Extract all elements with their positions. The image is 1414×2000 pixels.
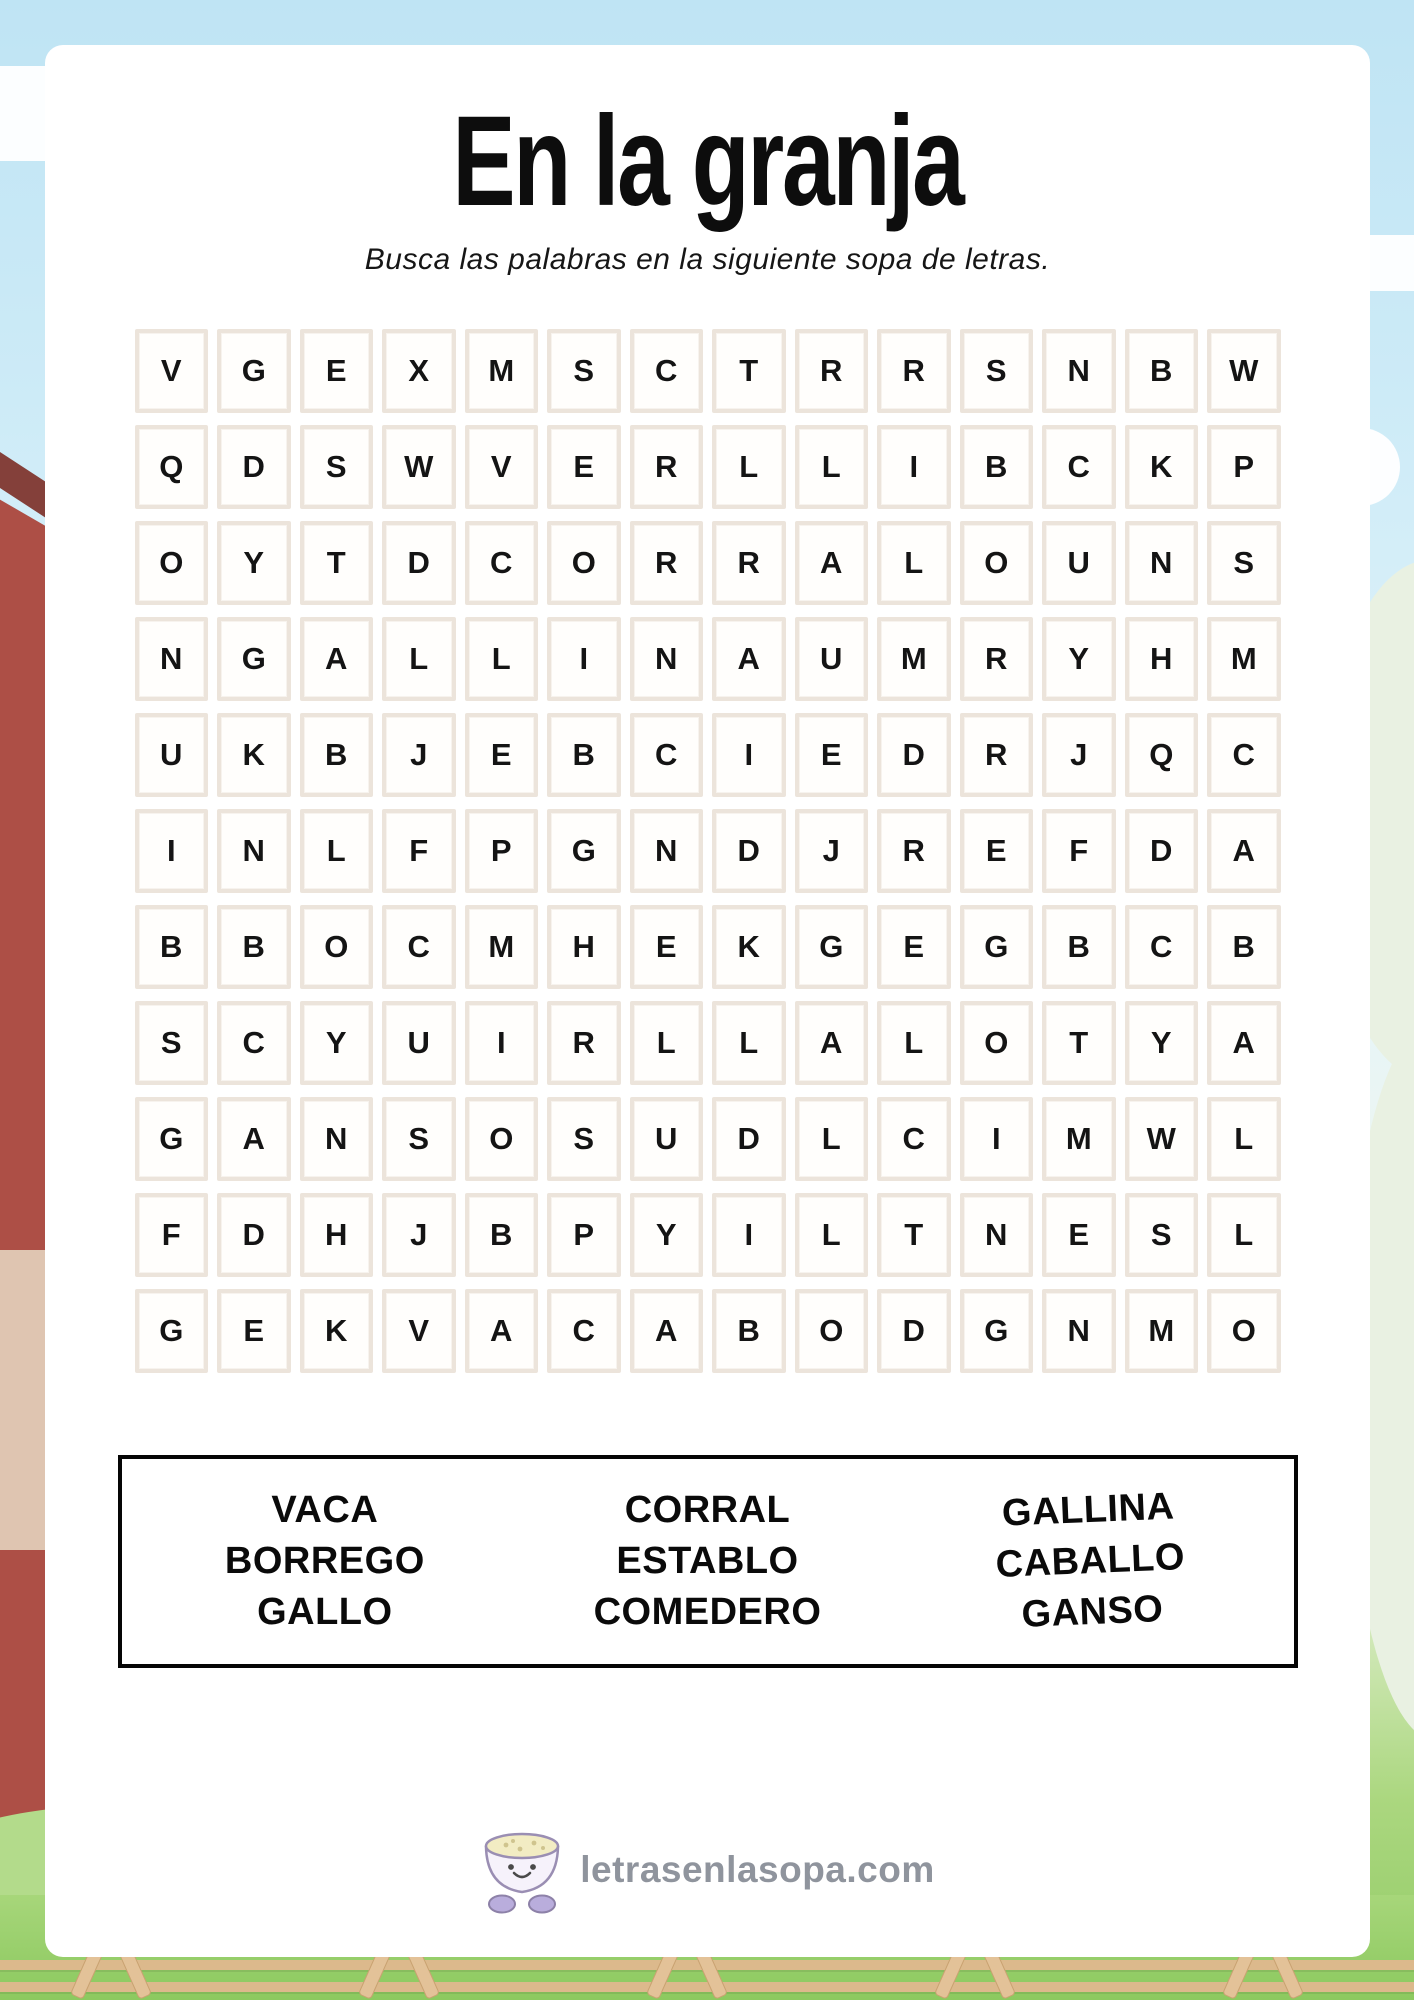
- letter-tile: L: [1207, 1097, 1281, 1181]
- letter-tile: S: [300, 425, 374, 509]
- letter-tile: M: [465, 329, 539, 413]
- letter-tile: G: [217, 329, 291, 413]
- letter-tile: P: [465, 809, 539, 893]
- letter-tile: T: [712, 329, 786, 413]
- letter-tile: A: [630, 1289, 704, 1373]
- letter-tile: S: [547, 1097, 621, 1181]
- letter-tile: N: [1042, 1289, 1116, 1373]
- letter-tile: C: [1042, 425, 1116, 509]
- letter-tile: E: [795, 713, 869, 797]
- letter-tile: G: [135, 1097, 209, 1181]
- letter-tile: A: [1207, 1001, 1281, 1085]
- letter-tile: G: [135, 1289, 209, 1373]
- letter-tile: A: [712, 617, 786, 701]
- letter-tile: I: [712, 1193, 786, 1277]
- letter-tile: D: [1125, 809, 1199, 893]
- letter-tile: N: [300, 1097, 374, 1181]
- letter-tile: U: [382, 1001, 456, 1085]
- word-item: BORREGO: [224, 1540, 425, 1583]
- letter-tile: C: [465, 521, 539, 605]
- letter-tile: N: [135, 617, 209, 701]
- letter-tile: B: [1125, 329, 1199, 413]
- letter-tile: D: [217, 1193, 291, 1277]
- letter-tile: B: [135, 905, 209, 989]
- letter-tile: C: [217, 1001, 291, 1085]
- letter-tile: R: [877, 809, 951, 893]
- letter-tile: K: [217, 713, 291, 797]
- letter-tile: E: [877, 905, 951, 989]
- letter-tile: L: [877, 521, 951, 605]
- letter-tile: I: [465, 1001, 539, 1085]
- letter-tile: L: [712, 425, 786, 509]
- letter-tile: C: [630, 329, 704, 413]
- letter-tile: Q: [1125, 713, 1199, 797]
- letter-tile: R: [877, 329, 951, 413]
- word-item: ESTABLO: [616, 1540, 799, 1583]
- letter-tile: R: [630, 521, 704, 605]
- letter-tile: U: [135, 713, 209, 797]
- soup-bowl-mascot-icon: [480, 1825, 564, 1915]
- word-item: GANSO: [1020, 1588, 1165, 1637]
- letter-tile: O: [1207, 1289, 1281, 1373]
- footer: [45, 1825, 1370, 1915]
- letter-tile: C: [382, 905, 456, 989]
- letter-tile: A: [217, 1097, 291, 1181]
- word-list-column: [896, 1477, 1285, 1646]
- letter-tile: B: [465, 1193, 539, 1277]
- letter-tile: I: [547, 617, 621, 701]
- letter-tile: C: [547, 1289, 621, 1373]
- letter-tile: Y: [217, 521, 291, 605]
- letter-tile: S: [1207, 521, 1281, 605]
- letter-tile: H: [1125, 617, 1199, 701]
- letter-tile: R: [960, 617, 1034, 701]
- word-list-column: [134, 1485, 517, 1638]
- letter-tile: G: [960, 905, 1034, 989]
- letter-tile: C: [1125, 905, 1199, 989]
- letter-tile: S: [1125, 1193, 1199, 1277]
- site-label: letrasenlasopa.com: [580, 1849, 935, 1890]
- letter-tile: D: [712, 1097, 786, 1181]
- letter-tile: F: [135, 1193, 209, 1277]
- letter-tile: D: [382, 521, 456, 605]
- letter-grid: [135, 329, 1281, 1373]
- letter-tile: M: [1042, 1097, 1116, 1181]
- letter-tile: E: [300, 329, 374, 413]
- letter-tile: Y: [630, 1193, 704, 1277]
- letter-tile: B: [1207, 905, 1281, 989]
- letter-tile: C: [1207, 713, 1281, 797]
- letter-tile: V: [382, 1289, 456, 1373]
- letter-tile: V: [465, 425, 539, 509]
- letter-tile: M: [877, 617, 951, 701]
- letter-tile: B: [712, 1289, 786, 1373]
- letter-tile: R: [630, 425, 704, 509]
- letter-tile: R: [960, 713, 1034, 797]
- worksheet-card: [45, 45, 1370, 1957]
- letter-tile: B: [1042, 905, 1116, 989]
- word-item: COMEDERO: [593, 1591, 822, 1634]
- letter-tile: H: [547, 905, 621, 989]
- letter-tile: L: [712, 1001, 786, 1085]
- letter-tile: L: [300, 809, 374, 893]
- letter-tile: C: [877, 1097, 951, 1181]
- letter-tile: J: [795, 809, 869, 893]
- letter-tile: K: [300, 1289, 374, 1373]
- letter-tile: L: [1207, 1193, 1281, 1277]
- letter-tile: T: [1042, 1001, 1116, 1085]
- letter-tile: Y: [1042, 617, 1116, 701]
- letter-tile: G: [795, 905, 869, 989]
- word-list-box: [118, 1455, 1298, 1668]
- letter-tile: I: [712, 713, 786, 797]
- letter-tile: L: [465, 617, 539, 701]
- letter-tile: S: [135, 1001, 209, 1085]
- letter-tile: A: [795, 1001, 869, 1085]
- word-item: VACA: [271, 1489, 379, 1532]
- letter-tile: E: [1042, 1193, 1116, 1277]
- letter-tile: E: [630, 905, 704, 989]
- fence-rail-decoration: [0, 1982, 1414, 1992]
- letter-tile: R: [547, 1001, 621, 1085]
- letter-tile: W: [1125, 1097, 1199, 1181]
- letter-tile: U: [1042, 521, 1116, 605]
- letter-tile: M: [465, 905, 539, 989]
- letter-tile: S: [382, 1097, 456, 1181]
- letter-tile: F: [1042, 809, 1116, 893]
- letter-tile: L: [795, 425, 869, 509]
- letter-tile: P: [547, 1193, 621, 1277]
- letter-tile: O: [960, 521, 1034, 605]
- letter-tile: D: [217, 425, 291, 509]
- word-item: CABALLO: [994, 1536, 1186, 1587]
- letter-tile: Q: [135, 425, 209, 509]
- letter-tile: T: [300, 521, 374, 605]
- letter-tile: S: [960, 329, 1034, 413]
- letter-tile: A: [795, 521, 869, 605]
- letter-tile: K: [1125, 425, 1199, 509]
- letter-tile: J: [382, 713, 456, 797]
- letter-tile: E: [960, 809, 1034, 893]
- letter-tile: E: [465, 713, 539, 797]
- letter-tile: G: [547, 809, 621, 893]
- instructions-text: Busca las palabras en la siguiente sopa de letras.: [364, 243, 1051, 277]
- letter-tile: R: [712, 521, 786, 605]
- letter-tile: E: [547, 425, 621, 509]
- letter-tile: G: [217, 617, 291, 701]
- letter-tile: D: [877, 1289, 951, 1373]
- letter-tile: W: [382, 425, 456, 509]
- letter-tile: T: [877, 1193, 951, 1277]
- letter-tile: J: [382, 1193, 456, 1277]
- letter-tile: S: [547, 329, 621, 413]
- word-item: GALLINA: [1001, 1485, 1176, 1536]
- letter-tile: L: [795, 1193, 869, 1277]
- letter-tile: C: [630, 713, 704, 797]
- letter-tile: I: [960, 1097, 1034, 1181]
- letter-tile: L: [382, 617, 456, 701]
- word-list-column: [516, 1485, 899, 1638]
- letter-tile: B: [960, 425, 1034, 509]
- letter-tile: H: [300, 1193, 374, 1277]
- letter-tile: D: [712, 809, 786, 893]
- letter-tile: O: [960, 1001, 1034, 1085]
- letter-tile: K: [712, 905, 786, 989]
- letter-tile: O: [547, 521, 621, 605]
- letter-tile: L: [877, 1001, 951, 1085]
- letter-tile: R: [795, 329, 869, 413]
- letter-tile: X: [382, 329, 456, 413]
- letter-tile: O: [300, 905, 374, 989]
- letter-tile: B: [300, 713, 374, 797]
- letter-tile: P: [1207, 425, 1281, 509]
- letter-tile: G: [960, 1289, 1034, 1373]
- letter-tile: O: [465, 1097, 539, 1181]
- letter-tile: Y: [300, 1001, 374, 1085]
- letter-tile: O: [795, 1289, 869, 1373]
- letter-tile: W: [1207, 329, 1281, 413]
- letter-tile: N: [1042, 329, 1116, 413]
- letter-tile: M: [1125, 1289, 1199, 1373]
- letter-tile: V: [135, 329, 209, 413]
- letter-tile: Y: [1125, 1001, 1199, 1085]
- letter-tile: N: [217, 809, 291, 893]
- letter-tile: F: [382, 809, 456, 893]
- letter-tile: A: [465, 1289, 539, 1373]
- letter-tile: D: [877, 713, 951, 797]
- letter-tile: I: [135, 809, 209, 893]
- letter-tile: J: [1042, 713, 1116, 797]
- letter-tile: N: [960, 1193, 1034, 1277]
- letter-tile: U: [630, 1097, 704, 1181]
- letter-tile: N: [630, 809, 704, 893]
- letter-tile: A: [1207, 809, 1281, 893]
- letter-tile: O: [135, 521, 209, 605]
- letter-tile: U: [795, 617, 869, 701]
- letter-tile: L: [630, 1001, 704, 1085]
- letter-tile: M: [1207, 617, 1281, 701]
- letter-tile: I: [877, 425, 951, 509]
- letter-tile: B: [217, 905, 291, 989]
- letter-tile: B: [547, 713, 621, 797]
- page-title: En la granja: [452, 90, 963, 233]
- letter-tile: L: [795, 1097, 869, 1181]
- letter-tile: N: [630, 617, 704, 701]
- letter-tile: N: [1125, 521, 1199, 605]
- letter-tile: A: [300, 617, 374, 701]
- word-item: GALLO: [257, 1591, 393, 1634]
- word-item: CORRAL: [624, 1489, 791, 1532]
- letter-tile: E: [217, 1289, 291, 1373]
